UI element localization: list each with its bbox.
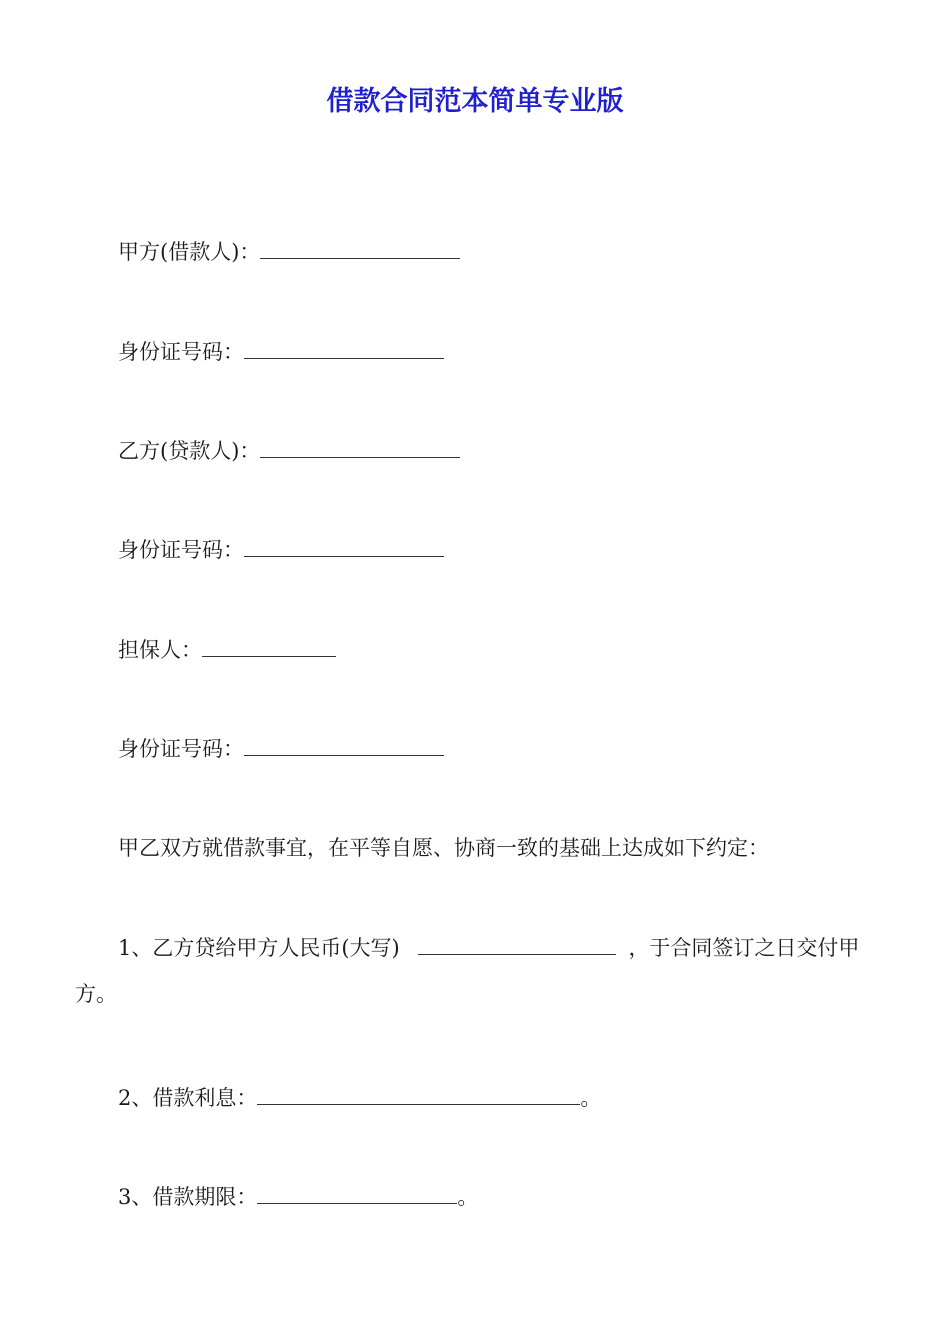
clause-2-prefix: 2、借款利息： [118,1086,258,1110]
borrower-id-blank[interactable] [244,338,444,359]
document-title: 借款合同范本简单专业版 [326,86,624,117]
lender-line [118,436,460,466]
lender-id-label: 身份证号码： [118,538,244,562]
guarantor-id-label: 身份证号码： [118,737,244,761]
lender-id-line [118,535,444,565]
clause-1-suffix: ，于合同签订之日交付甲方。 [75,936,860,1006]
clause-3-suffix: 。 [457,1185,479,1209]
lender-blank[interactable] [260,437,460,458]
clause-3-prefix: 3、借款期限： [118,1185,258,1209]
clause-1 [75,925,880,1017]
guarantor-label: 担保人： [118,638,202,662]
lender-label: 乙方(贷款人)： [118,439,261,463]
lender-id-blank[interactable] [244,536,444,557]
interest-blank[interactable] [257,1084,580,1105]
clause-3 [118,1182,478,1212]
amount-blank[interactable] [418,934,616,955]
term-blank[interactable] [257,1183,457,1204]
clause-1-prefix: 1、乙方贷给甲方人民币(大写) [118,936,400,960]
clause-2-suffix: 。 [580,1086,602,1110]
guarantor-blank[interactable] [202,636,336,657]
guarantor-id-line [118,734,444,764]
borrower-blank[interactable] [260,238,460,259]
intro-paragraph: 甲乙双方就借款事宜，在平等自愿、协商一致的基础上达成如下约定： [118,836,769,860]
guarantor-id-blank[interactable] [244,735,444,756]
guarantor-line [118,635,336,665]
clause-2 [118,1083,601,1113]
borrower-line [118,237,460,267]
borrower-id-line [118,337,444,367]
borrower-label: 甲方(借款人)： [118,240,261,264]
borrower-id-label: 身份证号码： [118,340,244,364]
